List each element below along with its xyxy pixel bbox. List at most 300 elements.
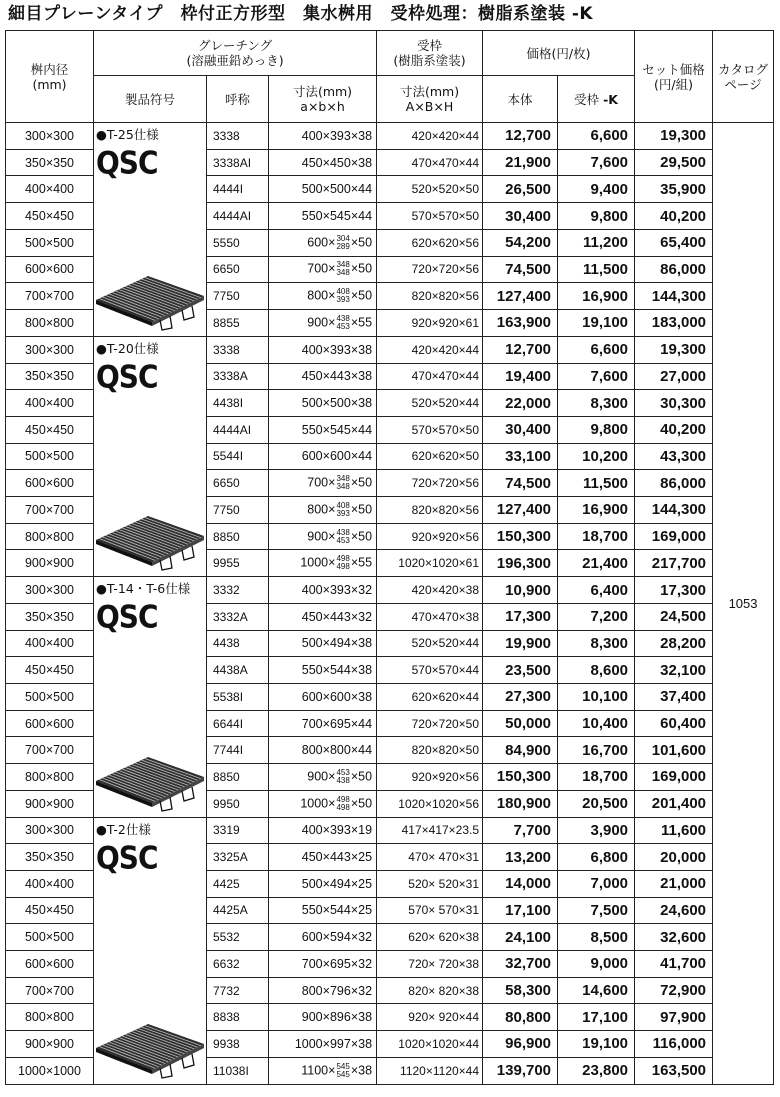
dim-b-fraction [336,1063,349,1079]
cell-grating-dim: 500×500×38 [269,390,377,417]
cell-body-price: 127,400 [483,283,558,310]
cell-size: 700×700 [6,497,94,524]
dim-b-top: 438 [336,313,350,323]
cell-body-price: 21,900 [483,149,558,176]
dim-b-bottom: 545 [336,1069,350,1079]
header-frame-k: 受枠 -K [558,76,635,123]
dim-h: 38 [358,663,373,678]
cell-size: 600×600 [6,470,94,497]
cell-size: 1000×1000 [6,1057,94,1084]
cell-frame-dim: 720×720×50 [377,710,483,737]
cell-frame-dim: 520×520×50 [377,176,483,203]
grating-illustration [96,751,206,813]
dim-a: 500 [301,876,323,891]
cell-set-price: 28,200 [635,630,713,657]
price-table [5,30,774,1085]
cell-nominal: 9955 [207,550,269,577]
cell-set-price: 32,600 [635,924,713,951]
cell-body-price: 22,000 [483,390,558,417]
cell-size: 300×300 [6,336,94,363]
cell-grating-dim: 800× 408 393 ×50 [269,283,377,310]
cell-grating-dim: 600×600×38 [269,684,377,711]
spec-label: ●T-20仕様 [96,340,159,356]
cell-frame-k-price: 23,800 [558,1057,635,1084]
cell-grating-dim: 700× 348 348 ×50 [269,256,377,283]
cell-body-price: 139,700 [483,1057,558,1084]
cell-nominal: 4425A [207,897,269,924]
dim-b: 600 [329,689,351,704]
cell-frame-dim: 420×420×44 [377,123,483,150]
cell-frame-k-price: 3,900 [558,817,635,844]
dim-a: 550 [301,422,323,437]
cell-frame-k-price: 6,400 [558,577,635,604]
cell-frame-k-price: 19,100 [558,310,635,337]
cell-body-price: 180,900 [483,790,558,817]
dim-a: 900 [301,1010,323,1025]
dim-b-top: 408 [336,287,350,297]
header-frame-dim: 寸法(mm) A×B×H [377,76,483,123]
cell-grating-dim: 800× 408 393 ×50 [269,497,377,524]
cell-frame-k-price: 7,000 [558,870,635,897]
cell-set-price: 29,500 [635,149,713,176]
cell-grating-dim: 550×544×38 [269,657,377,684]
cell-body-price: 84,900 [483,737,558,764]
dim-b: 494 [329,636,351,651]
cell-frame-dim: 620×620×56 [377,229,483,256]
dim-a: 1000 [294,1036,323,1051]
cell-set-price: 43,300 [635,443,713,470]
cell-size: 600×600 [6,951,94,978]
cell-size: 450×450 [6,416,94,443]
cell-nominal: 8855 [207,310,269,337]
cell-nominal: 3325A [207,844,269,871]
cell-set-price: 41,700 [635,951,713,978]
dim-b: 800 [329,743,351,758]
cell-body-price: 24,100 [483,924,558,951]
dim-b-top: 304 [336,233,350,243]
table-row [6,336,774,363]
dim-a: 700 [307,261,329,276]
spec-label: ●T-14・T-6仕様 [96,581,191,597]
dim-b-top: 348 [336,474,350,484]
cell-grating-dim: 550×544×25 [269,897,377,924]
cell-set-price: 101,600 [635,737,713,764]
cell-set-price: 144,300 [635,497,713,524]
cell-nominal: 9938 [207,1031,269,1058]
dim-b-bottom: 453 [336,321,350,331]
dim-b-bottom: 498 [336,802,350,812]
dim-a: 900 [307,769,329,784]
cell-frame-dim: 1020×1020×61 [377,550,483,577]
cell-nominal: 3332A [207,603,269,630]
dim-b-bottom: 348 [336,268,350,278]
cell-frame-k-price: 9,800 [558,203,635,230]
cell-body-price: 30,400 [483,416,558,443]
header-grating-dim: 寸法(mm) a×b×h [269,76,377,123]
dim-a: 400 [301,342,323,357]
cell-frame-k-price: 8,300 [558,390,635,417]
cell-size: 700×700 [6,977,94,1004]
cell-set-price: 24,600 [635,897,713,924]
dim-b-top: 348 [336,260,350,270]
cell-frame-k-price: 7,500 [558,897,635,924]
cell-frame-k-price: 9,800 [558,416,635,443]
grating-illustration [96,1018,206,1080]
cell-set-price: 144,300 [635,283,713,310]
cell-body-price: 10,900 [483,577,558,604]
cell-nominal: 6644I [207,710,269,737]
cell-body-price: 19,400 [483,363,558,390]
dim-a: 1000 [300,795,329,810]
cell-size: 600×600 [6,256,94,283]
dim-h: 50 [358,795,373,810]
cell-nominal: 4444AI [207,203,269,230]
cell-frame-k-price: 20,500 [558,790,635,817]
cell-frame-k-price: 19,100 [558,1031,635,1058]
dim-b-bottom: 393 [336,508,350,518]
cell-set-price: 32,100 [635,657,713,684]
header-body: 本体 [483,76,558,123]
dim-h: 38 [358,396,373,411]
cell-frame-k-price: 11,200 [558,229,635,256]
cell-set-price: 60,400 [635,710,713,737]
cell-body-price: 150,300 [483,764,558,791]
cell-size: 800×800 [6,1004,94,1031]
dim-a: 700 [307,475,329,490]
cell-frame-dim: 420×420×38 [377,577,483,604]
dim-b: 393 [329,583,351,598]
cell-frame-k-price: 21,400 [558,550,635,577]
cell-nominal: 7732 [207,977,269,1004]
dim-b-top: 438 [336,527,350,537]
header-nominal: 呼称 [207,76,269,123]
cell-nominal: 3338 [207,336,269,363]
dim-a: 800 [301,743,323,758]
spec-label: ●T-25仕様 [96,127,159,142]
cell-frame-dim: 720× 720×38 [377,951,483,978]
cell-size: 400×400 [6,870,94,897]
cell-frame-k-price: 6,600 [558,336,635,363]
cell-body-price: 7,700 [483,817,558,844]
dim-b: 594 [329,930,351,945]
cell-size: 700×700 [6,737,94,764]
cell-product [94,577,207,817]
cell-frame-dim: 570× 570×31 [377,897,483,924]
cell-frame-dim: 570×570×50 [377,416,483,443]
cell-nominal: 6650 [207,470,269,497]
cell-grating-dim: 500×494×25 [269,870,377,897]
dim-b-bottom: 498 [336,562,350,572]
dim-h: 38 [358,689,373,704]
dim-h: 38 [358,369,373,384]
dim-h: 50 [358,769,373,784]
cell-nominal: 8850 [207,764,269,791]
cell-size: 350×350 [6,603,94,630]
dim-h: 32 [358,609,373,624]
dim-h: 38 [358,342,373,357]
cell-frame-dim: 620× 620×38 [377,924,483,951]
cell-nominal: 8850 [207,523,269,550]
dim-a: 450 [301,155,323,170]
cell-frame-k-price: 9,400 [558,176,635,203]
dim-h: 38 [358,128,373,143]
dim-a: 600 [301,689,323,704]
cell-set-price: 169,000 [635,764,713,791]
cell-frame-k-price: 10,200 [558,443,635,470]
cell-frame-dim: 570×570×44 [377,657,483,684]
dim-b: 393 [329,342,351,357]
dim-a: 600 [307,235,329,250]
dim-b: 695 [329,956,351,971]
cell-frame-dim: 920× 920×44 [377,1004,483,1031]
cell-nominal: 5550 [207,229,269,256]
dim-b-fraction [336,796,349,812]
dim-a: 800 [307,502,329,517]
cell-catalog-page: 1053 [713,123,774,1085]
cell-nominal: 9950 [207,790,269,817]
cell-grating-dim: 450×450×38 [269,149,377,176]
dim-h: 38 [358,1062,373,1077]
dim-a: 1100 [301,1062,329,1077]
dim-h: 50 [358,502,373,517]
cell-grating-dim: 450×443×25 [269,844,377,871]
dim-h: 19 [358,823,373,838]
dim-h: 38 [358,155,373,170]
table-row [6,123,774,150]
cell-set-price: 19,300 [635,336,713,363]
cell-body-price: 14,000 [483,870,558,897]
cell-set-price: 72,900 [635,977,713,1004]
cell-frame-dim: 570×570×50 [377,203,483,230]
dim-h: 55 [358,315,373,330]
cell-frame-k-price: 9,000 [558,951,635,978]
cell-frame-dim: 620×620×50 [377,443,483,470]
cell-body-price: 150,300 [483,523,558,550]
dim-a: 400 [301,128,323,143]
cell-size: 350×350 [6,844,94,871]
cell-body-price: 30,400 [483,203,558,230]
cell-set-price: 19,300 [635,123,713,150]
dim-b: 544 [329,903,351,918]
cell-frame-k-price: 8,500 [558,924,635,951]
dim-a: 400 [301,583,323,598]
cell-size: 350×350 [6,363,94,390]
cell-grating-dim: 1000× 498 498 ×55 [269,550,377,577]
cell-body-price: 12,700 [483,123,558,150]
cell-frame-dim: 720×720×56 [377,470,483,497]
cell-set-price: 40,200 [635,416,713,443]
dim-a: 600 [301,449,323,464]
cell-size: 400×400 [6,390,94,417]
cell-size: 300×300 [6,123,94,150]
cell-body-price: 27,300 [483,684,558,711]
dim-h: 50 [358,528,373,543]
dim-b-bottom: 393 [336,295,350,305]
cell-size: 800×800 [6,310,94,337]
dim-h: 50 [358,235,373,250]
dim-h: 55 [358,555,373,570]
dim-b-bottom: 289 [336,241,350,251]
cell-body-price: 58,300 [483,977,558,1004]
cell-nominal: 3319 [207,817,269,844]
cell-nominal: 3332 [207,577,269,604]
cell-frame-dim: 470×470×44 [377,363,483,390]
dim-b: 544 [329,663,351,678]
cell-grating-dim: 900× 453 438 ×50 [269,764,377,791]
cell-frame-k-price: 11,500 [558,256,635,283]
cell-frame-dim: 1120×1120×44 [377,1057,483,1084]
cell-frame-k-price: 6,600 [558,123,635,150]
cell-body-price: 17,100 [483,897,558,924]
dim-b: 545 [329,209,351,224]
cell-frame-dim: 520×520×44 [377,390,483,417]
cell-frame-dim: 620×620×44 [377,684,483,711]
dim-h: 44 [358,209,373,224]
cell-set-price: 11,600 [635,817,713,844]
dim-b-fraction [336,555,349,571]
product-code-label: QSC [96,839,158,876]
cell-frame-k-price: 17,100 [558,1004,635,1031]
cell-set-price: 201,400 [635,790,713,817]
cell-nominal: 3338A [207,363,269,390]
dim-h: 25 [358,876,373,891]
cell-size: 400×400 [6,630,94,657]
cell-set-price: 116,000 [635,1031,713,1058]
dim-h: 50 [358,288,373,303]
cell-size: 900×900 [6,790,94,817]
cell-frame-dim: 470× 470×31 [377,844,483,871]
cell-body-price: 26,500 [483,176,558,203]
cell-nominal: 5544I [207,443,269,470]
cell-grating-dim: 1000× 498 498 ×50 [269,790,377,817]
grating-illustration [96,510,206,572]
cell-frame-k-price: 18,700 [558,764,635,791]
header-size: 桝内径 (mm) [6,31,94,123]
cell-body-price: 19,900 [483,630,558,657]
header-frame: 受枠 (樹脂系塗装) [377,31,483,76]
cell-grating-dim: 500×500×44 [269,176,377,203]
cell-set-price: 17,300 [635,577,713,604]
dim-b: 450 [329,155,351,170]
cell-grating-dim: 400×393×19 [269,817,377,844]
cell-body-price: 33,100 [483,443,558,470]
cell-set-price: 86,000 [635,256,713,283]
cell-size: 300×300 [6,577,94,604]
dim-a: 800 [307,288,329,303]
cell-frame-k-price: 7,200 [558,603,635,630]
cell-set-price: 86,000 [635,470,713,497]
cell-body-price: 163,900 [483,310,558,337]
cell-nominal: 4438I [207,390,269,417]
grating-illustration [96,270,206,332]
cell-set-price: 21,000 [635,870,713,897]
cell-grating-dim: 800×796×32 [269,977,377,1004]
cell-nominal: 11038I [207,1057,269,1084]
dim-h: 38 [358,636,373,651]
cell-grating-dim: 700× 348 348 ×50 [269,470,377,497]
dim-a: 900 [307,528,329,543]
cell-frame-dim: 720×720×56 [377,256,483,283]
cell-frame-k-price: 10,100 [558,684,635,711]
cell-frame-dim: 520×520×44 [377,630,483,657]
cell-nominal: 4438A [207,657,269,684]
cell-size: 450×450 [6,203,94,230]
cell-frame-k-price: 10,400 [558,710,635,737]
cell-body-price: 127,400 [483,497,558,524]
header-grating: グレーチング (溶融亜鉛めっき) [94,31,377,76]
dim-b: 443 [329,369,351,384]
table-row [6,577,774,604]
dim-h: 32 [358,930,373,945]
page-title: 細目プレーンタイプ 枠付正方形型 集水桝用 受枠処理：樹脂系塗装 -K [8,4,594,24]
dim-a: 450 [301,850,323,865]
cell-nominal: 7750 [207,283,269,310]
header-product-code: 製品符号 [94,76,207,123]
dim-b: 494 [329,876,351,891]
dim-a: 700 [301,716,323,731]
cell-size: 500×500 [6,443,94,470]
dim-b-bottom: 438 [336,775,350,785]
cell-body-price: 54,200 [483,229,558,256]
dim-h: 32 [358,983,373,998]
dim-b-bottom: 348 [336,482,350,492]
cell-frame-dim: 1020×1020×56 [377,790,483,817]
cell-grating-dim: 450×443×38 [269,363,377,390]
cell-frame-dim: 920×920×56 [377,523,483,550]
dim-b-fraction [336,529,349,545]
cell-size: 400×400 [6,176,94,203]
cell-nominal: 5532 [207,924,269,951]
cell-body-price: 96,900 [483,1031,558,1058]
cell-product [94,123,207,337]
dim-h: 44 [358,743,373,758]
dim-b: 500 [329,396,351,411]
cell-size: 450×450 [6,897,94,924]
product-code-label: QSC [96,599,158,636]
cell-grating-dim: 700×695×32 [269,951,377,978]
dim-h: 25 [358,903,373,918]
cell-frame-dim: 520× 520×31 [377,870,483,897]
cell-nominal: 6632 [207,951,269,978]
dim-a: 800 [301,983,323,998]
cell-frame-k-price: 8,300 [558,630,635,657]
header-catalog: カタログ ページ [713,31,774,123]
cell-grating-dim: 500×494×38 [269,630,377,657]
dim-b-top: 545 [336,1061,350,1071]
dim-a: 1000 [300,555,329,570]
cell-body-price: 74,500 [483,470,558,497]
cell-frame-dim: 470×470×38 [377,603,483,630]
cell-size: 350×350 [6,149,94,176]
cell-grating-dim: 400×393×32 [269,577,377,604]
cell-size: 300×300 [6,817,94,844]
cell-grating-dim: 400×393×38 [269,336,377,363]
dim-b: 695 [329,716,351,731]
cell-size: 600×600 [6,710,94,737]
dim-b-fraction [336,502,349,518]
cell-size: 500×500 [6,229,94,256]
cell-frame-k-price: 14,600 [558,977,635,1004]
cell-size: 450×450 [6,657,94,684]
dim-b: 997 [329,1036,351,1051]
dim-b: 443 [329,609,351,624]
dim-h: 38 [358,1010,373,1025]
cell-frame-k-price: 18,700 [558,523,635,550]
cell-frame-k-price: 7,600 [558,363,635,390]
product-code-label: QSC [96,358,158,396]
cell-grating-dim: 900× 438 453 ×50 [269,523,377,550]
dim-h: 50 [358,475,373,490]
